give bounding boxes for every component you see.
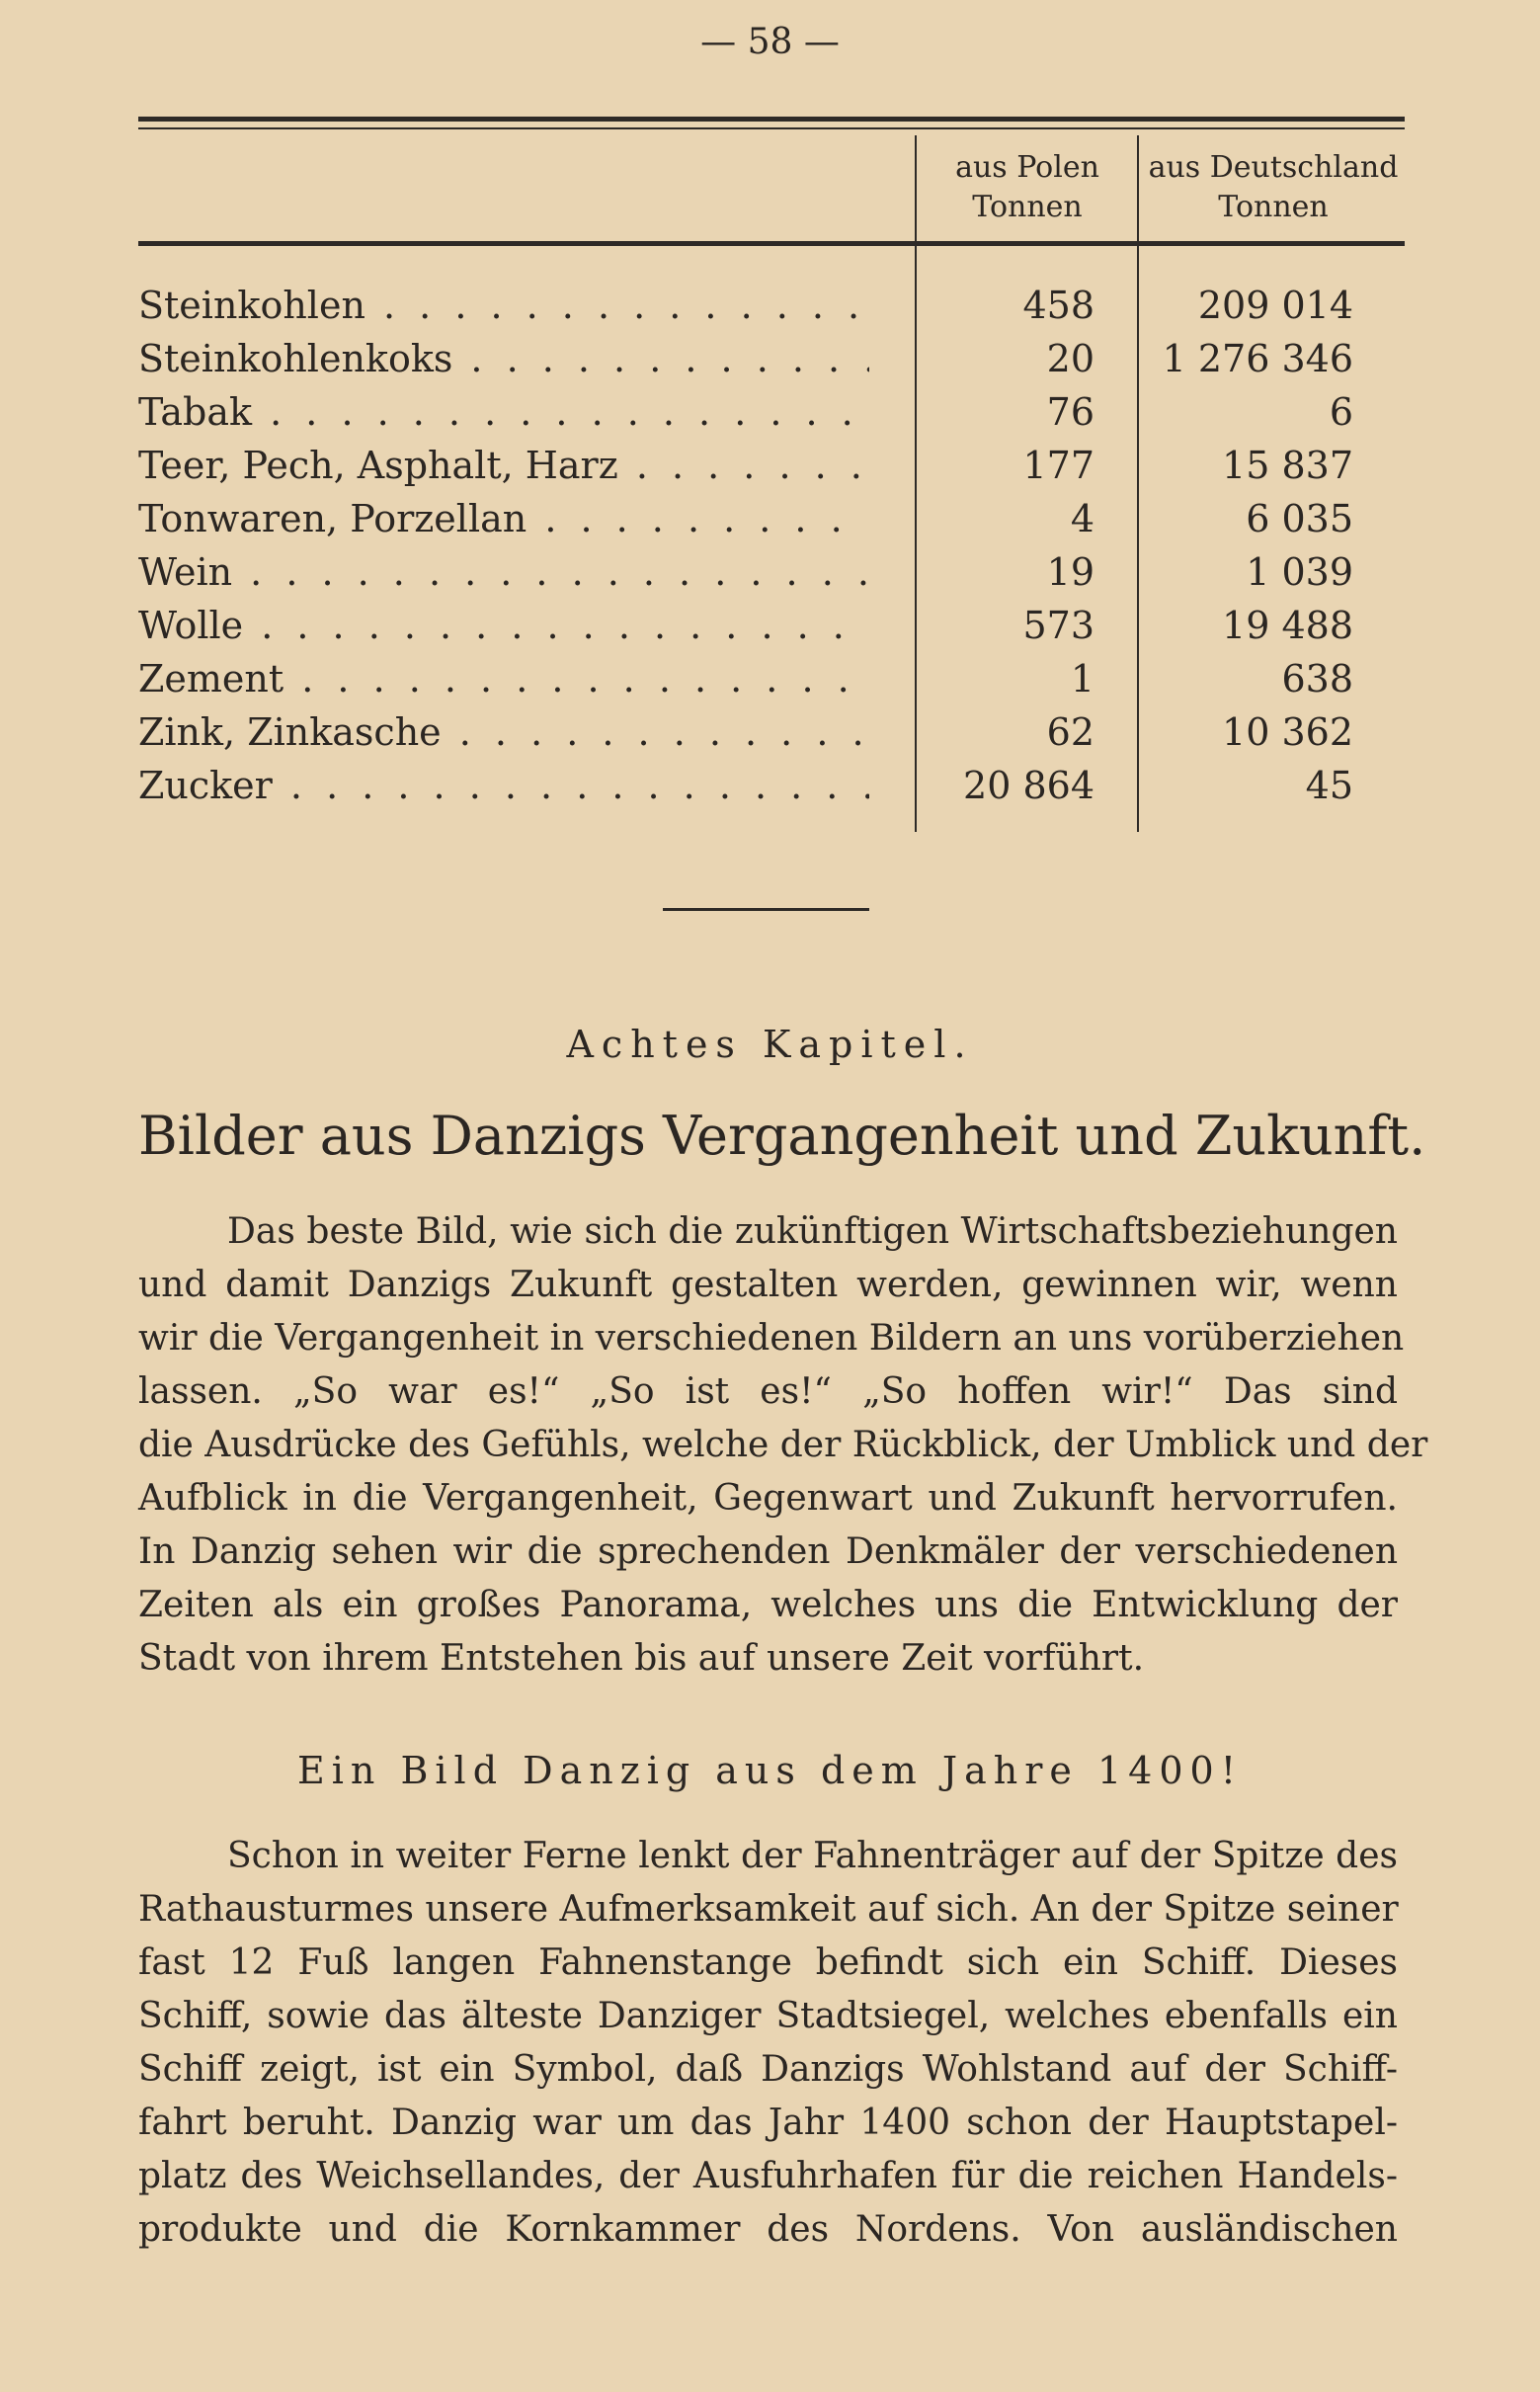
table-row xyxy=(138,599,1363,652)
table-top-rule-thin xyxy=(138,127,1405,129)
value-polen: 76 xyxy=(1046,390,1094,434)
table-header-rule xyxy=(138,241,1405,246)
value-polen: 19 xyxy=(1046,550,1094,594)
value-polen: 20 xyxy=(1046,337,1094,380)
subheading: Ein Bild Danzig aus dem Jahre 1400! xyxy=(297,1749,1243,1792)
header-line: aus Polen xyxy=(955,150,1099,185)
value-polen: 573 xyxy=(1022,604,1094,647)
row-label: Wein . . . xyxy=(138,545,869,599)
text-line: und damit Danzigs Zukunft gestalten werden, gewinnen wir, wenn xyxy=(138,1265,1398,1305)
text-line: Schon in weiter Ferne lenkt der Fahnenträger auf der Spitze des xyxy=(227,1836,1398,1876)
table-row xyxy=(138,385,1363,439)
row-label: Zucker . . . xyxy=(138,759,869,812)
value-deutschland: 19 488 xyxy=(1222,604,1353,647)
text-line: Aufblick in die Vergangenheit, Gegenwart und Zukunft hervorrufen. xyxy=(138,1478,1398,1519)
row-label: Tonwaren, Porzellan . . . xyxy=(138,492,869,545)
text-line: Schiff, sowie das älteste Danziger Stadtsiegel, welches ebenfalls ein xyxy=(138,1996,1398,2036)
header-line: aus Deutschland xyxy=(1148,150,1399,185)
table-row xyxy=(138,705,1363,759)
header-unit: Tonnen xyxy=(1218,190,1329,224)
text-line: die Ausdrücke des Gefühls, welche der Rückblick, der Umblick und der xyxy=(138,1425,1428,1465)
value-deutschland: 1 276 346 xyxy=(1162,337,1353,380)
text-line: Stadt von ihrem Entstehen bis auf unsere Zeit vorführt. xyxy=(138,1638,1145,1679)
value-deutschland: 1 039 xyxy=(1246,550,1353,594)
value-polen: 4 xyxy=(1070,497,1094,540)
text-line: platz des Weichsellandes, der Ausfuhrhafen für die reichen Handels- xyxy=(138,2156,1398,2196)
header-aus-polen xyxy=(919,148,1136,227)
text-line: Das beste Bild, wie sich die zukünftigen Wirtschaftsbeziehungen xyxy=(227,1211,1398,1252)
value-polen: 1 xyxy=(1070,657,1094,701)
text-line: Schiff zeigt, ist ein Symbol, daß Danzigs Wohlstand auf der Schiff- xyxy=(138,2049,1398,2090)
value-deutschland: 638 xyxy=(1281,657,1353,701)
page-number: — 58 — xyxy=(700,22,840,62)
text-line: produkte und die Kornkammer des Nordens. Von ausländischen xyxy=(138,2209,1398,2250)
value-deutschland: 6 xyxy=(1329,390,1353,434)
value-polen: 20 864 xyxy=(963,764,1094,807)
row-label: Zink, Zinkasche . . . xyxy=(138,705,869,759)
value-polen: 458 xyxy=(1022,284,1094,327)
text-line: wir die Vergangenheit in verschiedenen Bildern an uns vorüberziehen xyxy=(138,1318,1405,1359)
table-row xyxy=(138,652,1363,705)
text-line: fahrt beruht. Danzig war um das Jahr 1400 schon der Hauptstapel- xyxy=(138,2103,1398,2143)
value-deutschland: 6 035 xyxy=(1246,497,1353,540)
table-row xyxy=(138,279,1363,332)
text-line: In Danzig sehen wir die sprechenden Denkmäler der verschiedenen xyxy=(138,1531,1398,1572)
text-line: Zeiten als ein großes Panorama, welches uns die Entwicklung der xyxy=(138,1585,1398,1625)
value-deutschland: 15 837 xyxy=(1222,444,1353,487)
table-row xyxy=(138,492,1363,545)
value-deutschland: 10 362 xyxy=(1222,710,1353,754)
table-top-rule xyxy=(138,117,1405,122)
row-label: Steinkohlen . . . xyxy=(138,279,869,332)
section-divider xyxy=(663,908,869,911)
chapter-title: Bilder aus Danzigs Vergangenheit und Zukunft. xyxy=(138,1105,1426,1167)
value-polen: 177 xyxy=(1022,444,1094,487)
value-deutschland: 45 xyxy=(1305,764,1353,807)
table-row xyxy=(138,545,1363,599)
row-label: Steinkohlenkoks . . . xyxy=(138,332,869,385)
row-label: Wolle . . . xyxy=(138,599,869,652)
text-line: fast 12 Fuß langen Fahnenstange befindt sich ein Schiff. Dieses xyxy=(138,1942,1398,1983)
chapter-label: Achtes Kapitel. xyxy=(566,1023,974,1066)
value-polen: 62 xyxy=(1046,710,1094,754)
text-line: Rathausturmes unsere Aufmerksamkeit auf sich. An der Spitze seiner xyxy=(138,1889,1399,1930)
text-line: lassen. „So war es!“ „So ist es!“ „So hoffen wir!“ Das sind xyxy=(138,1371,1398,1412)
value-deutschland: 209 014 xyxy=(1197,284,1353,327)
row-label: Zement . . . xyxy=(138,652,869,705)
header-unit: Tonnen xyxy=(972,190,1083,224)
header-aus-deutschland xyxy=(1140,148,1407,227)
table-row xyxy=(138,439,1363,492)
row-label: Teer, Pech, Asphalt, Harz . . . xyxy=(138,439,869,492)
table-row xyxy=(138,332,1363,385)
table-row xyxy=(138,759,1363,812)
row-label: Tabak . . . xyxy=(138,385,869,439)
